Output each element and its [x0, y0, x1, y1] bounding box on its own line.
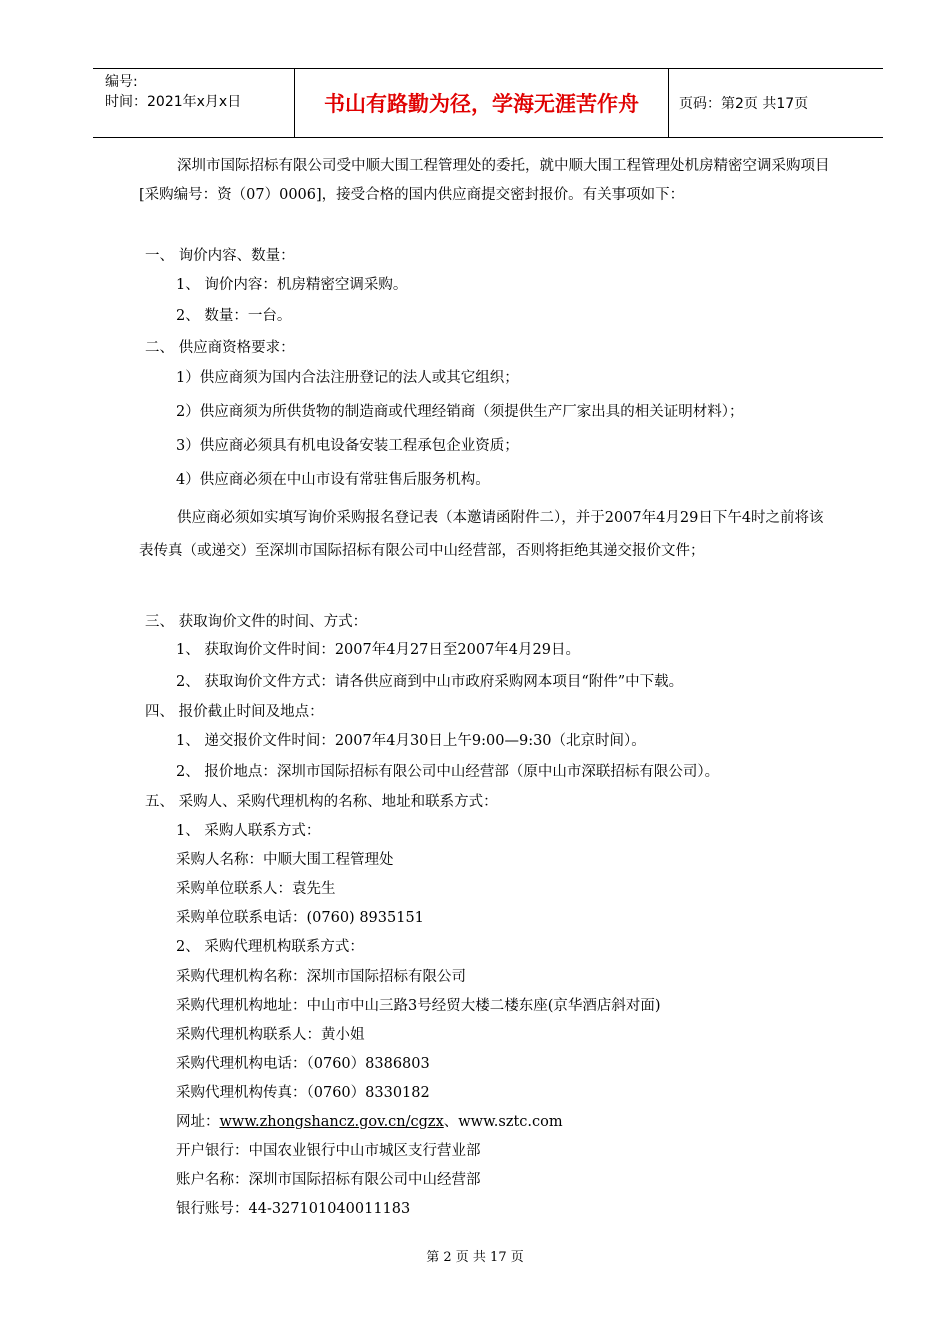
page-header	[93, 68, 883, 138]
agent-fax: 采购代理机构传真：（0760）8330182	[176, 1085, 430, 1101]
website-line	[176, 1112, 563, 1132]
section-3-item-1: 1、 获取询价文件时间：2007年4月27日至2007年4月29日。	[176, 642, 580, 658]
section-4-item-1: 1、 递交报价文件时间：2007年4月30日上午9:00—9:30（北京时间）。	[176, 733, 646, 749]
agent-contact-person: 采购代理机构联系人：黄小姐	[176, 1027, 365, 1043]
section-4-title: 四、 报价截止时间及地点：	[145, 704, 324, 720]
buyer-contact-heading: 1、 采购人联系方式：	[176, 823, 321, 839]
header-motto: 书山有路勤为径，学海无涯苦作舟	[295, 69, 669, 137]
agent-name: 采购代理机构名称：深圳市国际招标有限公司	[176, 969, 466, 985]
header-page-label: 页码：第2页 共17页	[679, 96, 809, 112]
website-link[interactable]: www.zhongshancz.gov.cn/cgzx	[219, 1114, 444, 1130]
account-name: 账户名称：深圳市国际招标有限公司中山经营部	[176, 1172, 481, 1188]
section-2-note: 供应商必须如实填写询价采购报名登记表（本邀请函附件二），并于2007年4月29日下午4时之前将该表传真（或递交）至深圳市国际招标有限公司中山经营部，否则将拒绝其递交报价文件；	[139, 510, 824, 559]
website-separator: 、	[443, 1114, 459, 1130]
time-label: 时间：2021年x月x日	[105, 94, 242, 110]
buyer-phone: 采购单位联系电话：(0760) 8935151	[176, 910, 424, 926]
bank-name: 开户银行：中国农业银行中山市城区支行营业部	[176, 1143, 481, 1159]
page-footer: 第 2 页 共 17 页	[426, 1250, 524, 1265]
number-label: 编号:	[105, 74, 138, 90]
section-1-item-2: 2、 数量：一台。	[176, 308, 292, 324]
section-2-item-2: 2）供应商须为所供货物的制造商或代理经销商（须提供生产厂家出具的相关证明材料）；	[176, 404, 744, 420]
section-1-item-1: 1、 询价内容：机房精密空调采购。	[176, 277, 408, 293]
header-meta	[93, 69, 295, 137]
section-3-title: 三、 获取询价文件的时间、方式：	[145, 614, 368, 630]
section-2-item-3: 3）供应商必须具有机电设备安装工程承包企业资质；	[176, 438, 519, 454]
buyer-contact-person: 采购单位联系人：袁先生	[176, 881, 336, 897]
section-4-item-2: 2、 报价地点：深圳市国际招标有限公司中山经营部（原中山市深联招标有限公司）。	[176, 764, 720, 780]
website-label: 网址：	[176, 1114, 220, 1130]
section-2-item-4: 4）供应商必须在中山市设有常驻售后服务机构。	[176, 472, 490, 488]
section-3-item-2: 2、 获取询价文件方式：请各供应商到中山市政府采购网本项目“附件”中下载。	[176, 674, 684, 690]
agent-address: 采购代理机构地址：中山市中山三路3号经贸大楼二楼东座(京华酒店斜对面)	[176, 998, 661, 1014]
section-1-title: 一、 询价内容、数量：	[145, 248, 295, 264]
website-other: www.sztc.com	[458, 1114, 563, 1130]
agent-contact-heading: 2、 采购代理机构联系方式：	[176, 939, 364, 955]
section-2-title: 二、 供应商资格要求：	[145, 340, 295, 356]
agent-phone: 采购代理机构电话：（0760）8386803	[176, 1056, 430, 1072]
account-number: 银行账号：44-327101040011183	[176, 1201, 411, 1217]
intro-paragraph: 深圳市国际招标有限公司受中顺大围工程管理处的委托，就中顺大围工程管理处机房精密空调采购项目[采购编号：资（07）0006]，接受合格的国内供应商提交密封报价。有关事项如下：	[139, 158, 830, 203]
section-5-title: 五、 采购人、采购代理机构的名称、地址和联系方式：	[145, 794, 498, 810]
section-2-item-1: 1）供应商须为国内合法注册登记的法人或其它组织；	[176, 370, 519, 386]
buyer-name: 采购人名称：中顺大围工程管理处	[176, 852, 394, 868]
